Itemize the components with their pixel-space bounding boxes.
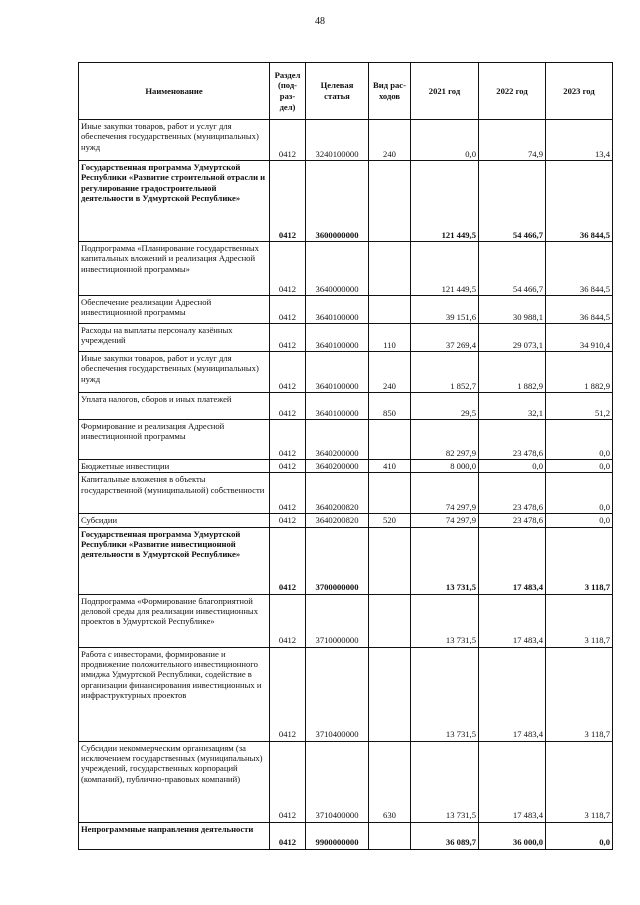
- cell-section: 0412: [270, 324, 306, 352]
- cell-name: Формирование и реализация Адресной инвестиционной программы: [79, 420, 270, 460]
- cell-target: 3710400000: [306, 647, 369, 741]
- header-expense-type: Вид рас-ходов: [369, 63, 411, 120]
- cell-target: 3640100000: [306, 352, 369, 393]
- cell-section: 0412: [270, 514, 306, 527]
- table-row: [79, 822, 613, 849]
- cell-2021: 13 731,5: [411, 594, 479, 647]
- header-target: Целевая статья: [306, 63, 369, 120]
- cell-expense-type: [369, 527, 411, 594]
- cell-2022: 17 483,4: [479, 647, 546, 741]
- table-row: [79, 393, 613, 420]
- cell-2023: 36 844,5: [546, 296, 613, 324]
- header-section: Раздел (под-раз-дел): [270, 63, 306, 120]
- cell-section: 0412: [270, 393, 306, 420]
- cell-2023: 51,2: [546, 393, 613, 420]
- cell-name: Уплата налогов, сборов и иных платежей: [79, 393, 270, 420]
- cell-2023: 0,0: [546, 460, 613, 473]
- cell-2021: 8 000,0: [411, 460, 479, 473]
- cell-2022: 17 483,4: [479, 741, 546, 822]
- cell-expense-type: 630: [369, 741, 411, 822]
- cell-2021: 13 731,5: [411, 741, 479, 822]
- cell-expense-type: 110: [369, 324, 411, 352]
- table-body: [79, 120, 613, 850]
- table-row: [79, 527, 613, 594]
- cell-2021: 0,0: [411, 120, 479, 161]
- table-row: [79, 296, 613, 324]
- cell-name: Непрограммные направления деятельности: [79, 822, 270, 849]
- table-row: [79, 514, 613, 527]
- cell-expense-type: [369, 420, 411, 460]
- cell-target: 3640200000: [306, 420, 369, 460]
- cell-section: 0412: [270, 647, 306, 741]
- cell-2021: 74 297,9: [411, 514, 479, 527]
- cell-section: 0412: [270, 352, 306, 393]
- cell-2023: 3 118,7: [546, 647, 613, 741]
- cell-expense-type: 850: [369, 393, 411, 420]
- cell-2021: 82 297,9: [411, 420, 479, 460]
- cell-section: 0412: [270, 741, 306, 822]
- cell-section: 0412: [270, 161, 306, 242]
- cell-2021: 39 151,6: [411, 296, 479, 324]
- cell-name: Обеспечение реализации Адресной инвестиционной программы: [79, 296, 270, 324]
- cell-name: Государственная программа Удмуртской Республики «Развитие строительной отрасли и регулирование градостроительной деятельности в Удмуртской Республике»: [79, 161, 270, 242]
- cell-name: Расходы на выплаты персоналу казённых учреждений: [79, 324, 270, 352]
- cell-section: 0412: [270, 420, 306, 460]
- table-row: [79, 647, 613, 741]
- cell-2022: 36 000,0: [479, 822, 546, 849]
- cell-name: Подпрограмма «Формирование благоприятной деловой среды для реализации инвестиционных проектов в Удмуртской Республике»: [79, 594, 270, 647]
- cell-name: Иные закупки товаров, работ и услуг для обеспечения государственных (муниципальных) нужд: [79, 120, 270, 161]
- cell-name: Подпрограмма «Планирование государственных капитальных вложений и реализация Адресной инвестиционной программы»: [79, 242, 270, 296]
- cell-2022: 0,0: [479, 460, 546, 473]
- cell-2022: 54 466,7: [479, 242, 546, 296]
- cell-2022: 17 483,4: [479, 594, 546, 647]
- cell-2021: 29,5: [411, 393, 479, 420]
- cell-section: 0412: [270, 242, 306, 296]
- cell-name: Капитальные вложения в объекты государственной (муниципальной) собственности: [79, 473, 270, 514]
- cell-2022: 23 478,6: [479, 420, 546, 460]
- cell-2022: 30 988,1: [479, 296, 546, 324]
- cell-target: 3640000000: [306, 242, 369, 296]
- cell-2021: 1 852,7: [411, 352, 479, 393]
- cell-section: 0412: [270, 120, 306, 161]
- cell-target: 3640200820: [306, 514, 369, 527]
- cell-target: 9900000000: [306, 822, 369, 849]
- budget-table: [78, 62, 613, 850]
- cell-section: 0412: [270, 473, 306, 514]
- cell-expense-type: [369, 822, 411, 849]
- cell-section: 0412: [270, 527, 306, 594]
- cell-expense-type: 520: [369, 514, 411, 527]
- cell-section: 0412: [270, 594, 306, 647]
- cell-section: 0412: [270, 822, 306, 849]
- cell-2023: 3 118,7: [546, 527, 613, 594]
- table-row: [79, 741, 613, 822]
- table-row: [79, 161, 613, 242]
- cell-name: Субсидии некоммерческим организациям (за исключением государственных (муниципальных) учреждений, государственных корпораций (компаний), публично-правовых компаний): [79, 741, 270, 822]
- header-2023: 2023 год: [546, 63, 613, 120]
- table-row: [79, 242, 613, 296]
- cell-target: 3710000000: [306, 594, 369, 647]
- cell-expense-type: [369, 161, 411, 242]
- cell-target: 3700000000: [306, 527, 369, 594]
- cell-expense-type: [369, 594, 411, 647]
- header-name: Наименование: [79, 63, 270, 120]
- cell-2023: 1 882,9: [546, 352, 613, 393]
- cell-target: 3640200000: [306, 460, 369, 473]
- cell-expense-type: 240: [369, 120, 411, 161]
- table-row: [79, 352, 613, 393]
- cell-target: 3710400000: [306, 741, 369, 822]
- cell-name: Субсидии: [79, 514, 270, 527]
- cell-expense-type: [369, 296, 411, 324]
- cell-2021: 13 731,5: [411, 527, 479, 594]
- cell-name: Бюджетные инвестиции: [79, 460, 270, 473]
- table-row: [79, 324, 613, 352]
- cell-2021: 74 297,9: [411, 473, 479, 514]
- header-row: [79, 63, 613, 120]
- cell-expense-type: 240: [369, 352, 411, 393]
- cell-target: 3640100000: [306, 296, 369, 324]
- cell-2023: 3 118,7: [546, 594, 613, 647]
- cell-target: 3600000000: [306, 161, 369, 242]
- cell-section: 0412: [270, 296, 306, 324]
- cell-name: Работа с инвесторами, формирование и продвижение положительного инвестиционного имиджа Удмуртской Республики, содействие в организации финансирования инвестиционных и инфраструктурных проектов: [79, 647, 270, 741]
- cell-section: 0412: [270, 460, 306, 473]
- cell-2023: 0,0: [546, 514, 613, 527]
- cell-2023: 0,0: [546, 420, 613, 460]
- cell-2021: 37 269,4: [411, 324, 479, 352]
- header-2022: 2022 год: [479, 63, 546, 120]
- cell-2023: 36 844,5: [546, 242, 613, 296]
- cell-name: Государственная программа Удмуртской Республики «Развитие инвестиционной деятельности в Удмуртской Республике»: [79, 527, 270, 594]
- cell-expense-type: [369, 473, 411, 514]
- cell-2021: 121 449,5: [411, 161, 479, 242]
- cell-2022: 29 073,1: [479, 324, 546, 352]
- table-row: [79, 594, 613, 647]
- table-row: [79, 473, 613, 514]
- cell-2022: 32,1: [479, 393, 546, 420]
- cell-target: 3640200820: [306, 473, 369, 514]
- table-row: [79, 460, 613, 473]
- cell-2022: 1 882,9: [479, 352, 546, 393]
- cell-target: 3640100000: [306, 324, 369, 352]
- cell-2023: 0,0: [546, 473, 613, 514]
- cell-2023: 0,0: [546, 822, 613, 849]
- cell-target: 3240100000: [306, 120, 369, 161]
- cell-2023: 36 844,5: [546, 161, 613, 242]
- cell-2023: 34 910,4: [546, 324, 613, 352]
- cell-2023: 13,4: [546, 120, 613, 161]
- cell-expense-type: [369, 647, 411, 741]
- header-2021: 2021 год: [411, 63, 479, 120]
- cell-2021: 13 731,5: [411, 647, 479, 741]
- cell-2022: 74,9: [479, 120, 546, 161]
- cell-expense-type: [369, 242, 411, 296]
- cell-expense-type: 410: [369, 460, 411, 473]
- cell-2023: 3 118,7: [546, 741, 613, 822]
- cell-2022: 54 466,7: [479, 161, 546, 242]
- cell-2021: 121 449,5: [411, 242, 479, 296]
- table-row: [79, 120, 613, 161]
- cell-target: 3640100000: [306, 393, 369, 420]
- cell-2022: 17 483,4: [479, 527, 546, 594]
- cell-2022: 23 478,6: [479, 473, 546, 514]
- page-number: 48: [315, 16, 325, 27]
- cell-name: Иные закупки товаров, работ и услуг для обеспечения государственных (муниципальных) нужд: [79, 352, 270, 393]
- cell-2022: 23 478,6: [479, 514, 546, 527]
- cell-2021: 36 089,7: [411, 822, 479, 849]
- table-row: [79, 420, 613, 460]
